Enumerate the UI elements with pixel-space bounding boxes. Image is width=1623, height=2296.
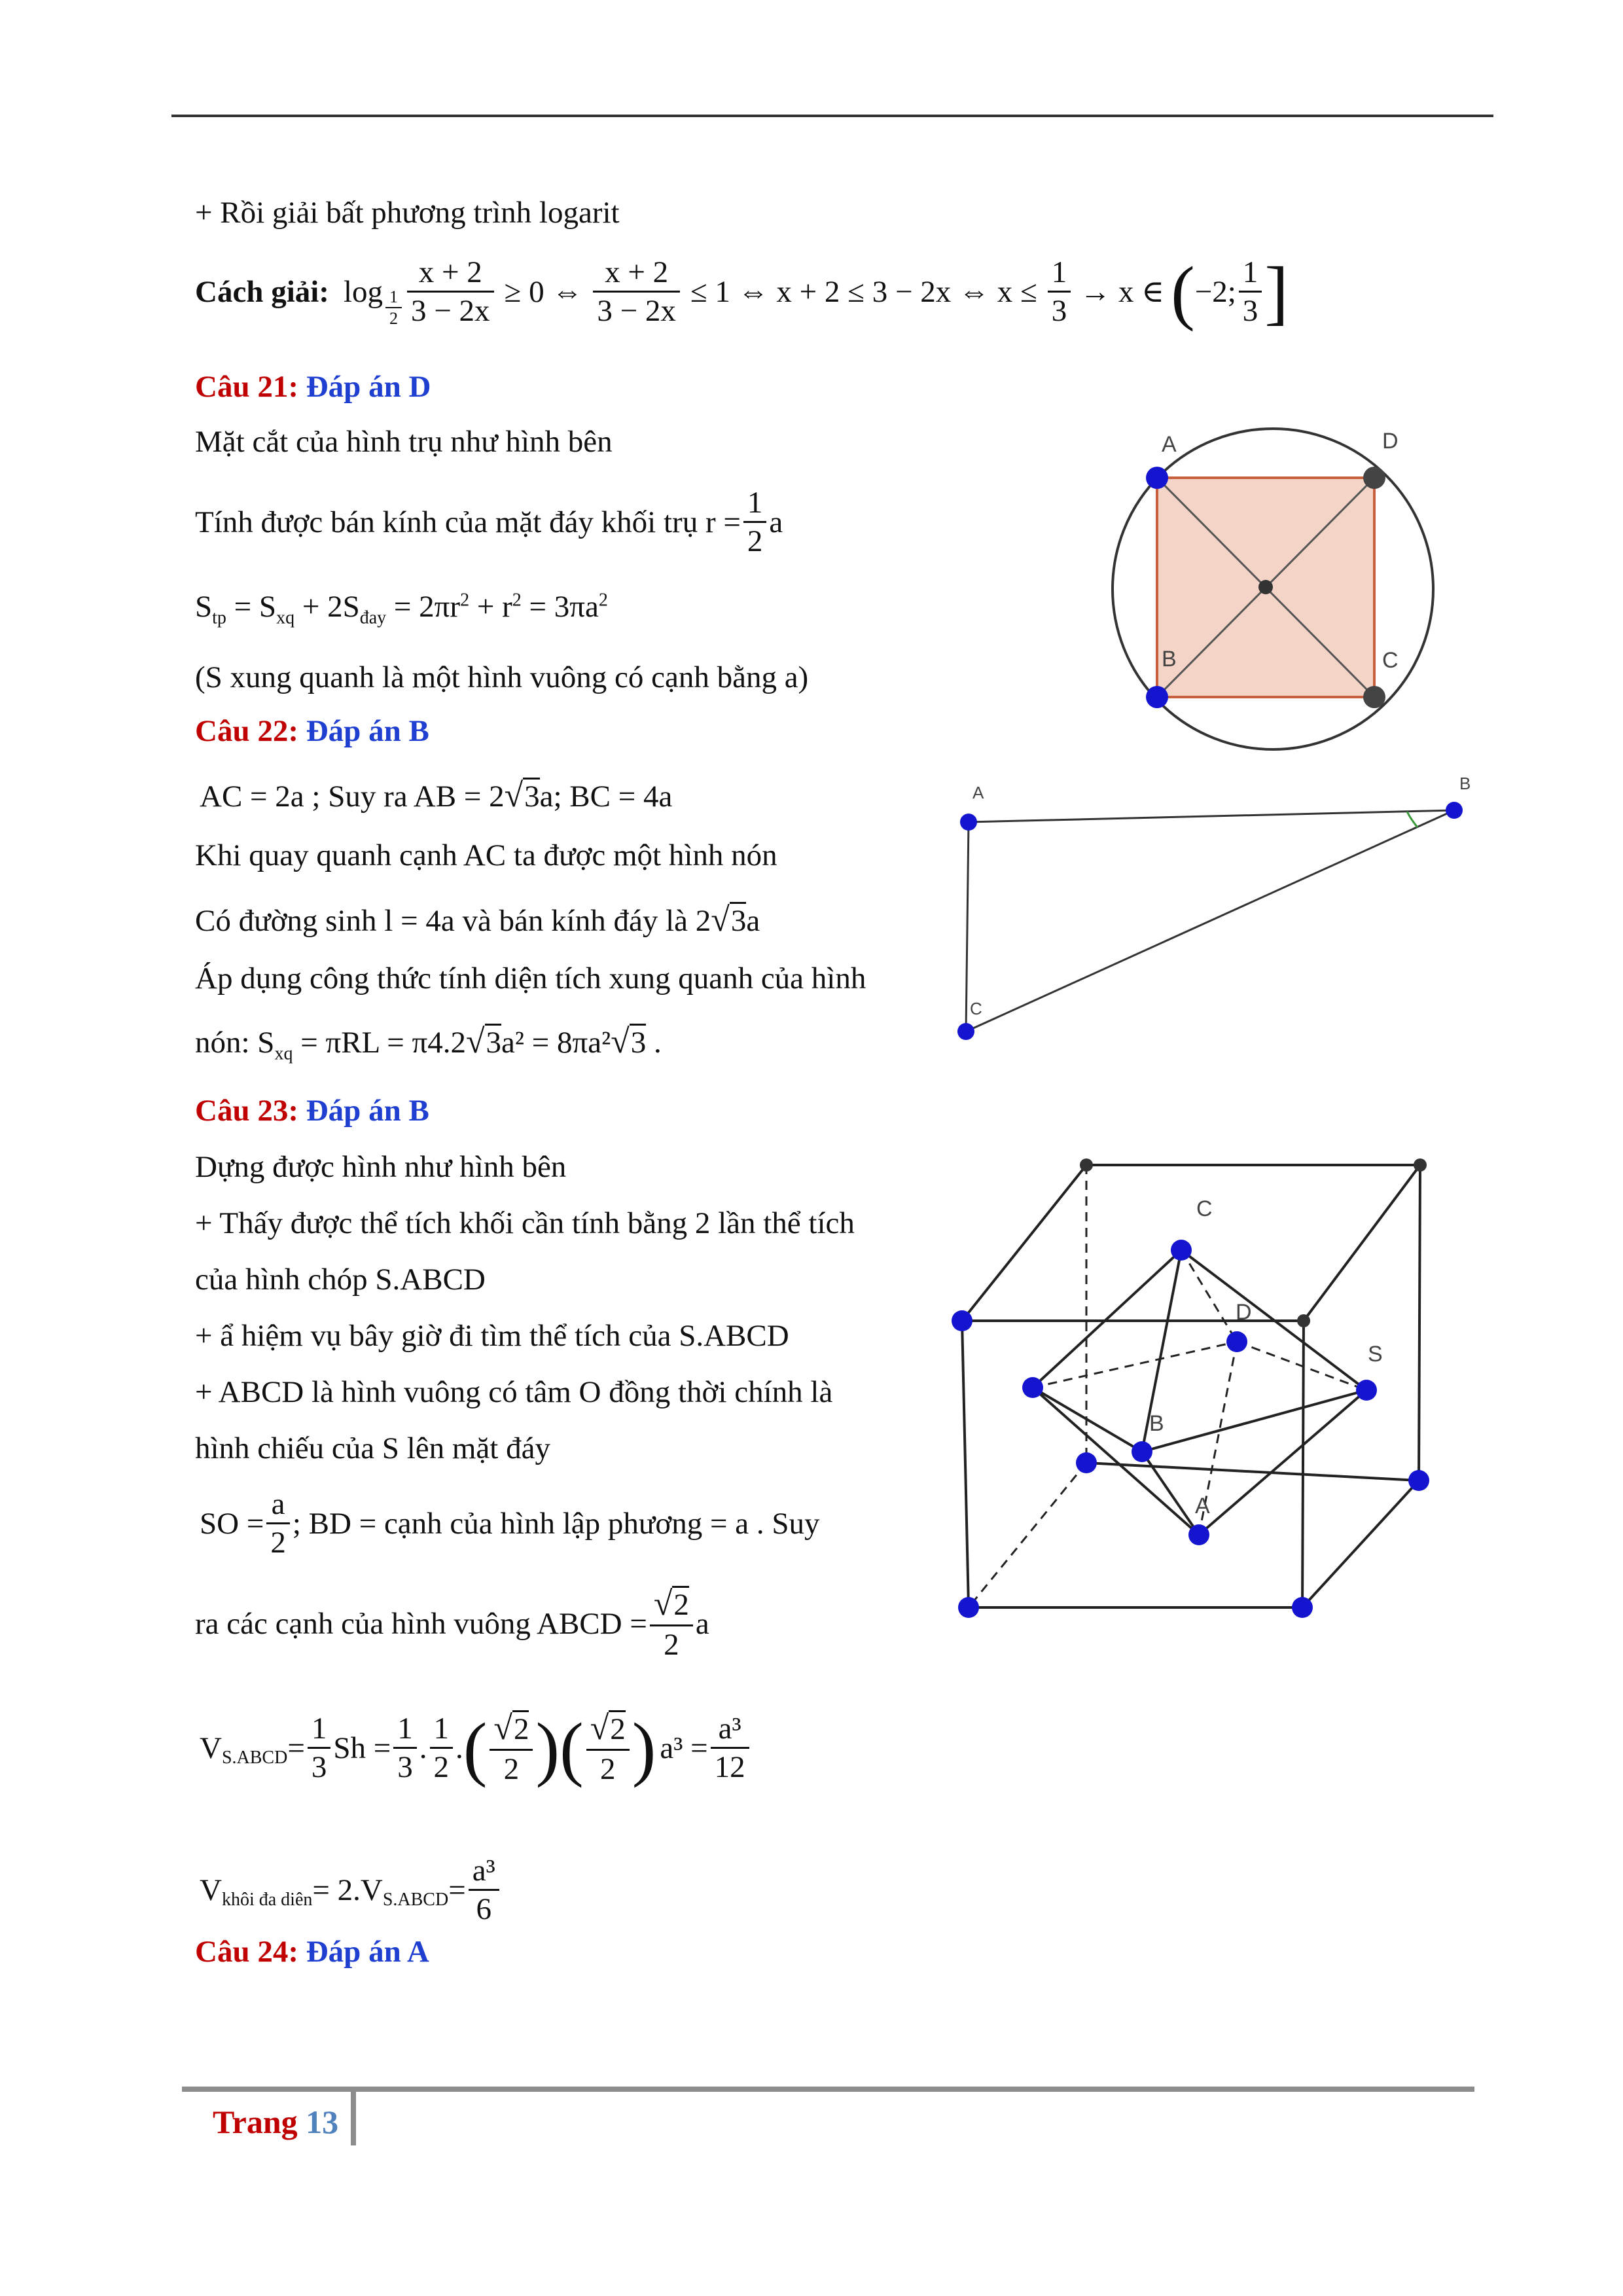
vertex-b (1132, 1441, 1152, 1462)
q23-figure (936, 1139, 1486, 1662)
label-a: A (972, 783, 984, 802)
label-b: B (1459, 774, 1471, 793)
label-a: A (1162, 432, 1177, 457)
q23-so-line: SO = $\frac{a}{2}$ ; BD = cạnh của hình lập phương = a . Suy (200, 1487, 820, 1560)
side-ac (966, 822, 969, 1031)
frac-1: $\frac{x + 2}{3 - 2x}$ (407, 254, 494, 330)
rel-1: ≥ 0 ⇔ (504, 274, 583, 309)
arrow: → x ∈ (1080, 274, 1165, 309)
q22-line2: Khi quay quanh cạnh AC ta được một hình nón (195, 838, 777, 872)
frac-3: $\frac{1}{3}$ (1048, 254, 1071, 330)
vertex-s (1356, 1380, 1377, 1401)
label-d: D (1236, 1300, 1252, 1325)
label-s: S (1368, 1342, 1383, 1367)
label-a: A (1195, 1494, 1210, 1518)
vertex-c (1171, 1240, 1192, 1261)
q22-line5: nón: $S_{xq} = \pi RL = \pi 4.2√3a^2 = 8\pi a^2√3$ . (195, 1023, 662, 1064)
vertex-a (1188, 1524, 1209, 1545)
q23-line3: của hình chóp S.ABCD (195, 1263, 486, 1297)
bracket-right: ] (1264, 251, 1289, 332)
side-bc (966, 810, 1454, 1031)
point-d (1363, 467, 1385, 489)
q23-square-side: ra các cạnh của hình vuông ABCD = $\frac{√2}{2}$ a (195, 1585, 709, 1662)
footer-divider (351, 2092, 356, 2145)
q24-heading: Câu 24: Đáp án A (195, 1935, 429, 1969)
label-d: D (1382, 429, 1399, 454)
label-c: C (1382, 648, 1399, 673)
label-b: B (1149, 1411, 1164, 1436)
solution-label: Cách giải: (195, 274, 329, 309)
interval-left: −2; (1194, 274, 1236, 309)
paren-left: ( (1171, 251, 1195, 332)
q23-volume-pyramid: V $_{S.ABCD}$ = $\frac{1}{3}$ Sh = $\frac{1}{3}$ . $\frac{1}{2}$ . ( $\frac{√2}{2}$ )( $\frac{√2}{2}$ ) a³ = $\frac{\text{a³}}{12}$ (200, 1708, 752, 1788)
log-base: $\frac{1}{2}$ (385, 287, 402, 329)
frac-4: $\frac{1}{3}$ (1239, 254, 1262, 330)
q21-line1: Mặt cắt của hình trụ như hình bên (195, 425, 613, 459)
q21-formula: $S_{tp} = S_{xq} + 2S_{đay} = 2\pi r^2 + r^2 = 3\pi a^2$ (195, 590, 608, 628)
q21-heading: Câu 21: Đáp án D (195, 370, 431, 404)
intro-step: + Rồi giải bất phương trình logarit (195, 196, 620, 230)
q21-figure (1099, 419, 1466, 772)
q22-figure (942, 772, 1479, 1060)
point-b (1446, 802, 1463, 819)
point-a (960, 814, 977, 831)
q23-line4: + ẩ hiệm vụ bây giờ đi tìm thể tích của S.ABCD (195, 1319, 789, 1353)
side-ab (969, 810, 1454, 822)
q23-line6: hình chiếu của S lên mặt đáy (195, 1431, 550, 1465)
q22-line3: Có đường sinh l = 4a và bán kính đáy là 2√3a (195, 901, 760, 939)
q21-note: (S xung quanh là một hình vuông có cạnh bằng a) (195, 660, 809, 694)
q21-line2: Tính được bán kính của mặt đáy khối trụ r = $\frac{1}{2}$ a (195, 484, 783, 560)
center-point (1258, 580, 1273, 594)
q22-heading: Câu 22: Đáp án B (195, 714, 429, 748)
q23-heading: Câu 23: Đáp án B (195, 1094, 429, 1128)
frac-2: $\frac{x + 2}{3 - 2x}$ (593, 254, 680, 330)
label-c: C (970, 999, 982, 1018)
q22-line4: Áp dụng công thức tính diện tích xung quanh của hình (195, 961, 866, 996)
label-b: B (1162, 647, 1177, 672)
q23-line2: + Thấy được thể tích khối cần tính bằng 2 lần thể tích (195, 1206, 855, 1240)
label-c: C (1196, 1196, 1213, 1221)
rel-2: ≤ 1 ⇔ x + 2 ≤ 3 − 2x ⇔ x ≤ (690, 274, 1037, 309)
angle-b-arc (1407, 812, 1418, 827)
r-fraction: $\frac{1}{2}$ (743, 484, 767, 560)
solution-line: Cách giải: log $\frac{1}{2}$ $\frac{x + 2}{3 - 2x}$ ≥ 0 ⇔ $\frac{x + 2}{3 - 2x}$ ≤ 1 ⇔ x + 2 ≤ 3 − 2x ⇔ x ≤ $\frac{1}{3}$ → x ∈ ( −2; $\frac{1}{3}$ ] (195, 251, 1289, 332)
point-b (1146, 686, 1168, 708)
q23-line5: + ABCD là hình vuông có tâm O đồng thời chính là (195, 1375, 833, 1409)
point-c (957, 1023, 974, 1040)
q23-line1: Dựng được hình như hình bên (195, 1150, 567, 1184)
vertex-d (1226, 1331, 1247, 1352)
q22-line1: AC = 2a ; Suy ra AB = 2√3a; BC = 4a (200, 777, 673, 814)
point-c (1363, 686, 1385, 708)
footer-rule (182, 2087, 1474, 2092)
point-a (1146, 467, 1168, 489)
header-rule (171, 115, 1493, 117)
q23-volume-polyhedron: V $_{khôi đa diên}$ = 2.V $_{S.ABCD}$ = $\frac{\text{a³}}{6}$ (200, 1852, 502, 1928)
page-number: Trang 13 (213, 2104, 339, 2140)
